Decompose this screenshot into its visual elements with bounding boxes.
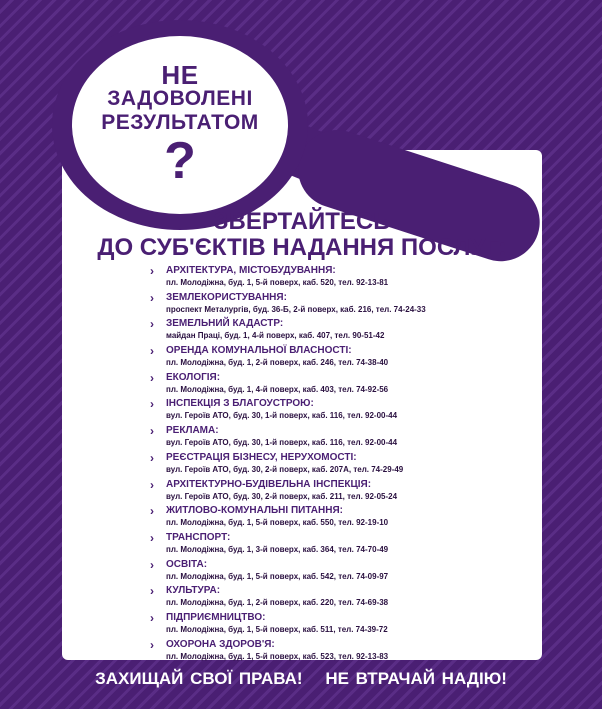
footer-slogan-left: ЗАХИЩАЙ СВОЇ ПРАВА! (95, 669, 303, 688)
service-address: пл. Молодіжна, буд. 1, 4-й поверх, каб. 403, тел. 74-92-56 (166, 384, 389, 394)
chevron-right-icon: › (150, 637, 154, 652)
lens-line-2: ЗАДОВОЛЕНІ (107, 87, 253, 110)
service-title: АРХІТЕКТУРА, МІСТОБУДУВАННЯ: (166, 265, 336, 276)
service-address: пл. Молодіжна, буд. 1, 3-й поверх, каб. 364, тел. 74-70-49 (166, 544, 389, 554)
list-item (150, 425, 540, 452)
chevron-right-icon: › (150, 264, 154, 278)
list-item (150, 639, 540, 666)
service-address: проспект Металургів, буд. 36-Б, 2-й поверх, каб. 216, тел. 74-24-33 (166, 304, 426, 314)
lens-title (101, 60, 259, 135)
lens-line-3: РЕЗУЛЬТАТОМ (101, 111, 259, 134)
service-address: майдан Праці, буд. 1, 4-й поверх, каб. 407, тел. 90-51-42 (166, 331, 385, 341)
service-title: ІНСПЕКЦІЯ З БЛАГОУСТРОЮ: (166, 398, 314, 410)
chevron-right-icon: › (150, 530, 154, 545)
chevron-right-icon: › (150, 477, 154, 492)
service-title: ОХОРОНА ЗДОРОВ'Я: (166, 638, 275, 650)
list-item (150, 585, 540, 612)
list-item (150, 318, 540, 345)
service-address: вул. Героїв АТО, буд. 30, 2-й поверх, каб. 207А, тел. 74-29-49 (166, 464, 404, 474)
service-title: РЕКЛАМА: (166, 425, 219, 437)
chevron-right-icon: › (150, 504, 154, 519)
service-address: пл. Молодіжна, буд. 1, 5-й поверх, каб. 542, тел. 74-09-97 (166, 571, 389, 581)
chevron-right-icon: › (150, 290, 154, 305)
service-title: КУЛЬТУРА: (166, 585, 221, 597)
service-title: ЖИТЛОВО-КОМУНАЛЬНІ ПИТАННЯ: (166, 505, 343, 517)
chevron-right-icon: › (150, 610, 154, 625)
service-address: вул. Героїв АТО, буд. 30, 1-й поверх, каб. 116, тел. 92-00-44 (166, 438, 398, 448)
service-list (150, 265, 540, 665)
service-address: пл. Молодіжна, буд. 1, 5-й поверх, каб. 520, тел. 92-13-81 (166, 278, 389, 287)
footer-slogan (0, 668, 602, 690)
list-item (150, 265, 540, 292)
list-item (150, 559, 540, 586)
service-address: пл. Молодіжна, буд. 1, 5-й поверх, каб. 550, тел. 92-19-10 (166, 518, 389, 528)
service-title: ЗЕМЛЕКОРИСТУВАННЯ: (166, 291, 287, 303)
chevron-right-icon: › (150, 344, 154, 359)
list-item (150, 398, 540, 425)
service-title: ТРАНСПОРТ: (166, 531, 231, 543)
heading-line-1: ЗВЕРТАЙТЕСЬ (213, 208, 391, 235)
service-address: пл. Молодіжна, буд. 1, 5-й поверх, каб. 523, тел. 92-13-83 (166, 651, 389, 661)
magnifier-lens (72, 36, 288, 214)
service-title: РЕЄСТРАЦІЯ БІЗНЕСУ, НЕРУХОМОСТІ: (166, 451, 357, 463)
service-title: ОСВІТА: (166, 558, 208, 570)
service-address: вул. Героїв АТО, буд. 30, 2-й поверх, каб. 211, тел. 92-05-24 (166, 491, 398, 501)
lens-line-1: НЕ (161, 60, 199, 90)
service-address: пл. Молодіжна, буд. 1, 2-й поверх, каб. 246, тел. 74-38-40 (166, 358, 389, 368)
heading-line-2: ДО СУБ'ЄКТІВ НАДАННЯ ПОСЛУГ: (97, 234, 507, 261)
service-address: пл. Молодіжна, буд. 1, 5-й поверх, каб. 511, тел. 74-39-72 (166, 624, 388, 634)
chevron-right-icon: › (150, 450, 154, 465)
list-item (150, 532, 540, 559)
service-address: пл. Молодіжна, буд. 1, 2-й поверх, каб. 220, тел. 74-69-38 (166, 598, 389, 608)
footer-slogan-right: НЕ ВТРАЧАЙ НАДІЮ! (325, 669, 507, 688)
list-item (150, 452, 540, 479)
chevron-right-icon: › (150, 317, 154, 332)
service-title: ОРЕНДА КОМУНАЛЬНОЇ ВЛАСНОСТІ: (166, 345, 352, 357)
list-item (150, 479, 540, 506)
service-title: ЗЕМЕЛЬНИЙ КАДАСТР: (166, 318, 284, 330)
list-item (150, 372, 540, 399)
list-item (150, 505, 540, 532)
chevron-right-icon: › (150, 424, 154, 439)
service-title: АРХІТЕКТУРНО-БУДІВЕЛЬНА ІНСПЕКЦІЯ: (166, 478, 372, 490)
service-title: ПІДПРИЄМНИЦТВО: (166, 611, 266, 623)
chevron-right-icon: › (150, 584, 154, 599)
list-item (150, 612, 540, 639)
chevron-right-icon: › (150, 397, 154, 412)
service-address: вул. Героїв АТО, буд. 30, 1-й поверх, каб. 116, тел. 92-00-44 (166, 411, 398, 421)
list-item (150, 292, 540, 319)
chevron-right-icon: › (150, 557, 154, 572)
list-item (150, 345, 540, 372)
question-mark-icon: ? (164, 132, 196, 190)
chevron-right-icon: › (150, 370, 154, 385)
service-title: ЕКОЛОГІЯ: (166, 371, 221, 383)
